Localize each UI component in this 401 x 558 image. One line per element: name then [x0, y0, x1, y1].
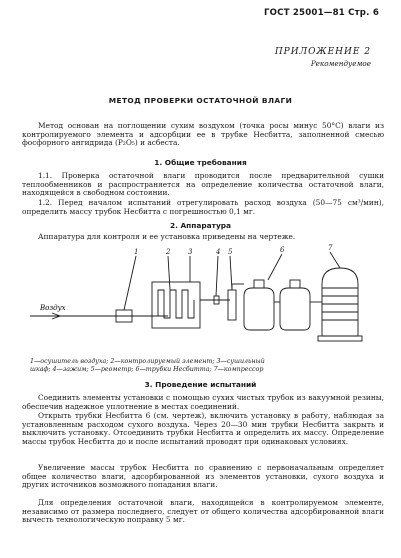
nesbitt-tube-1 — [244, 288, 274, 330]
appendix-title: ПРИЛОЖЕНИЕ 2 — [274, 47, 371, 57]
section-3-paragraph-4: Для определения остаточной влаги, находящейся в контролируемом элементе, независимо от размера последнего, следует от общего количества адсорбированной влаги вычесть технологическую поправку 5 мг. — [22, 498, 384, 525]
apparatus-diagram — [30, 244, 380, 356]
appendix-note: Рекомендуемое — [310, 59, 371, 68]
diagram-number-7: 7 — [328, 244, 333, 252]
section-2-heading: 2. Аппаратура — [169, 221, 232, 230]
rheometer — [228, 290, 236, 320]
diagram-number-5: 5 — [228, 248, 233, 256]
controlled-element-coil — [158, 290, 194, 318]
section-3-paragraph-3: Увеличение массы трубок Несбитта по сравнению с первоначальным определяет общее количество влаги, адсорбированной из элементов установки, сухого воздуха и других источников возможного попадания влаги. — [22, 463, 384, 490]
diagram-legend — [30, 358, 370, 373]
section-2-paragraph-1: Аппаратура для контроля и ее установка приведены на чертеже. — [38, 232, 296, 241]
legend-line-2: шкаф; 4—зажим; 5—реометр; 6—трубки Несбитта; 7—компрессор — [30, 365, 264, 373]
compressor — [322, 268, 358, 336]
diagram-number-4: 4 — [216, 248, 221, 256]
page-header: ГОСТ 25001—81 Стр. 6 — [263, 8, 379, 18]
diagram-number-6: 6 — [280, 246, 285, 254]
section-3-paragraph-1: Соединить элементы установки с помощью сухих чистых трубок из вакуумной резины, обеспечив надежное уплотнение в местах соединений. — [22, 393, 384, 411]
intro-paragraph: Метод основан на поглощении сухим воздухом (точка росы минус 50°С) влаги из контролируемого элемента и адсорбции ее в трубке Несбитта, заполненной смесью фосфорного ангидрида (P₂O₅) и асбеста. — [22, 121, 384, 148]
section-3-paragraph-2: Открыть трубки Несбитта 6 (см. чертеж), включить установку в работу, наблюдая за установленным расходом сухого воздуха. Через 20—30 мин трубки Несбитта закрыть и выключить установку. Отсоединить трубки Несбитта и определить их массу. Определение массы трубок Несбитта до и после испытаний проводят при одинаковых условиях. — [22, 411, 384, 446]
diagram-number-2: 2 — [166, 248, 171, 256]
appendix-label — [275, 47, 371, 69]
air-input-label: Воздух — [40, 304, 66, 312]
section-1-paragraph-2: 1.2. Перед началом испытаний отрегулировать расход воздуха (50—75 см³/мин), определить массу трубок Несбитта с погрешностью 0,1 мг. — [22, 198, 384, 216]
diagram-number-3: 3 — [188, 248, 193, 256]
legend-line-1: 1—осушитель воздуха; 2—контролируемый элемент; 3—сушильный — [30, 358, 265, 365]
diagram-number-1: 1 — [134, 248, 139, 256]
section-1-heading: 1. Общие требования — [154, 158, 247, 167]
document-title: МЕТОД ПРОВЕРКИ ОСТАТОЧНОЙ ВЛАГИ — [108, 96, 293, 105]
section-3-heading: 3. Проведение испытаний — [144, 380, 257, 389]
section-1-paragraph-1: 1.1. Проверка остаточной влаги проводится после предварительной сушки теплообменников и распространяется на определение количества остаточной влаги, находящейся в свободном состоянии. — [22, 171, 384, 198]
nesbitt-tube-2 — [280, 288, 310, 330]
